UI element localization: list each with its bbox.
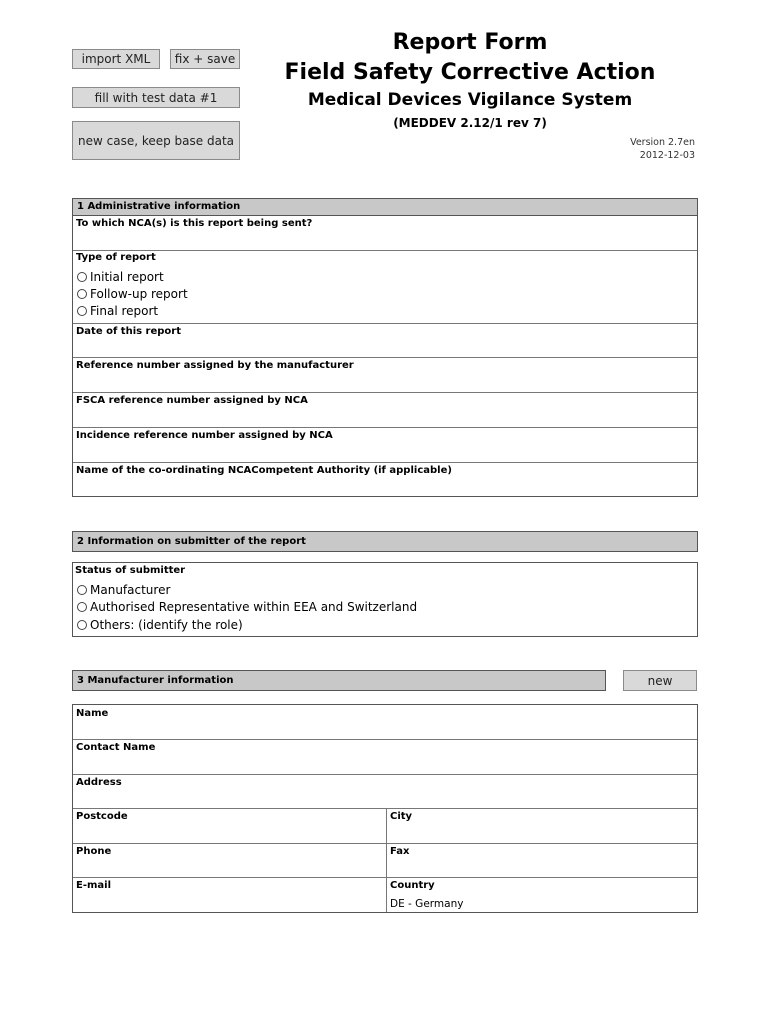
- radio-circle-icon[interactable]: [77, 306, 87, 316]
- radio-circle-icon[interactable]: [77, 289, 87, 299]
- section-1-body: [72, 215, 698, 497]
- new-manufacturer-button[interactable]: new: [623, 670, 697, 691]
- radio-label: Initial report: [90, 270, 164, 284]
- address-label: Address: [76, 777, 122, 788]
- radio-initial-report[interactable]: [77, 270, 164, 284]
- form-subtitle: Medical Devices Vigilance System: [307, 90, 633, 110]
- radio-circle-icon[interactable]: [77, 620, 87, 630]
- radio-manufacturer[interactable]: [77, 583, 170, 597]
- radio-circle-icon[interactable]: [77, 602, 87, 612]
- radio-label: Manufacturer: [90, 583, 171, 597]
- email-label: E-mail: [76, 880, 112, 891]
- fax-label: Fax: [390, 846, 410, 857]
- form-title-subject: Field Safety Corrective Action: [284, 60, 656, 85]
- radio-others[interactable]: [77, 618, 243, 632]
- radio-label: Follow-up report: [90, 287, 188, 301]
- type-of-report-label: Type of report: [76, 252, 156, 263]
- city-label: City: [390, 811, 413, 822]
- section-1-header: 1 Administrative information: [72, 198, 698, 216]
- date-of-report-label: Date of this report: [76, 326, 182, 337]
- fix-save-button[interactable]: fix + save: [170, 49, 240, 69]
- section-3-body: [72, 704, 698, 913]
- status-of-submitter-label: Status of submitter: [75, 565, 186, 576]
- section-2-header: 2 Information on submitter of the report: [72, 531, 698, 552]
- radio-authorised-representative[interactable]: [77, 600, 417, 614]
- version-date: 2012-12-03: [639, 150, 695, 161]
- name-label: Name: [76, 708, 109, 719]
- section-3-header: 3 Manufacturer information: [72, 670, 606, 691]
- radio-label: Authorised Representative within EEA and Switzerland: [90, 600, 418, 614]
- contact-name-label: Contact Name: [76, 742, 156, 753]
- fill-test-data-button[interactable]: fill with test data #1: [72, 87, 240, 108]
- import-xml-button[interactable]: import XML: [72, 49, 160, 69]
- form-reference: (MEDDEV 2.12/1 rev 7): [393, 116, 547, 130]
- country-label: Country: [390, 880, 435, 891]
- radio-label: Final report: [90, 304, 159, 318]
- radio-follow-up-report[interactable]: [77, 287, 188, 301]
- radio-circle-icon[interactable]: [77, 585, 87, 595]
- section-2-body: [72, 562, 698, 637]
- country-select[interactable]: DE - Germany: [390, 898, 464, 910]
- nca-question-label: To which NCA(s) is this report being sent?: [76, 218, 313, 229]
- version-label: Version 2.7en: [630, 137, 695, 148]
- radio-final-report[interactable]: [77, 304, 158, 318]
- incidence-ref-label: Incidence reference number assigned by NCA: [76, 430, 333, 441]
- form-title: Report Form: [392, 30, 548, 55]
- radio-circle-icon[interactable]: [77, 272, 87, 282]
- ref-manufacturer-label: Reference number assigned by the manufacturer: [76, 360, 354, 371]
- radio-label: Others: (identify the role): [90, 618, 243, 632]
- coordinating-nca-label: Name of the co-ordinating NCACompetent Authority (if applicable): [76, 465, 452, 476]
- phone-label: Phone: [76, 846, 112, 857]
- postcode-label: Postcode: [76, 811, 128, 822]
- new-case-button[interactable]: new case, keep base data: [72, 121, 240, 160]
- fsca-ref-label: FSCA reference number assigned by NCA: [76, 395, 308, 406]
